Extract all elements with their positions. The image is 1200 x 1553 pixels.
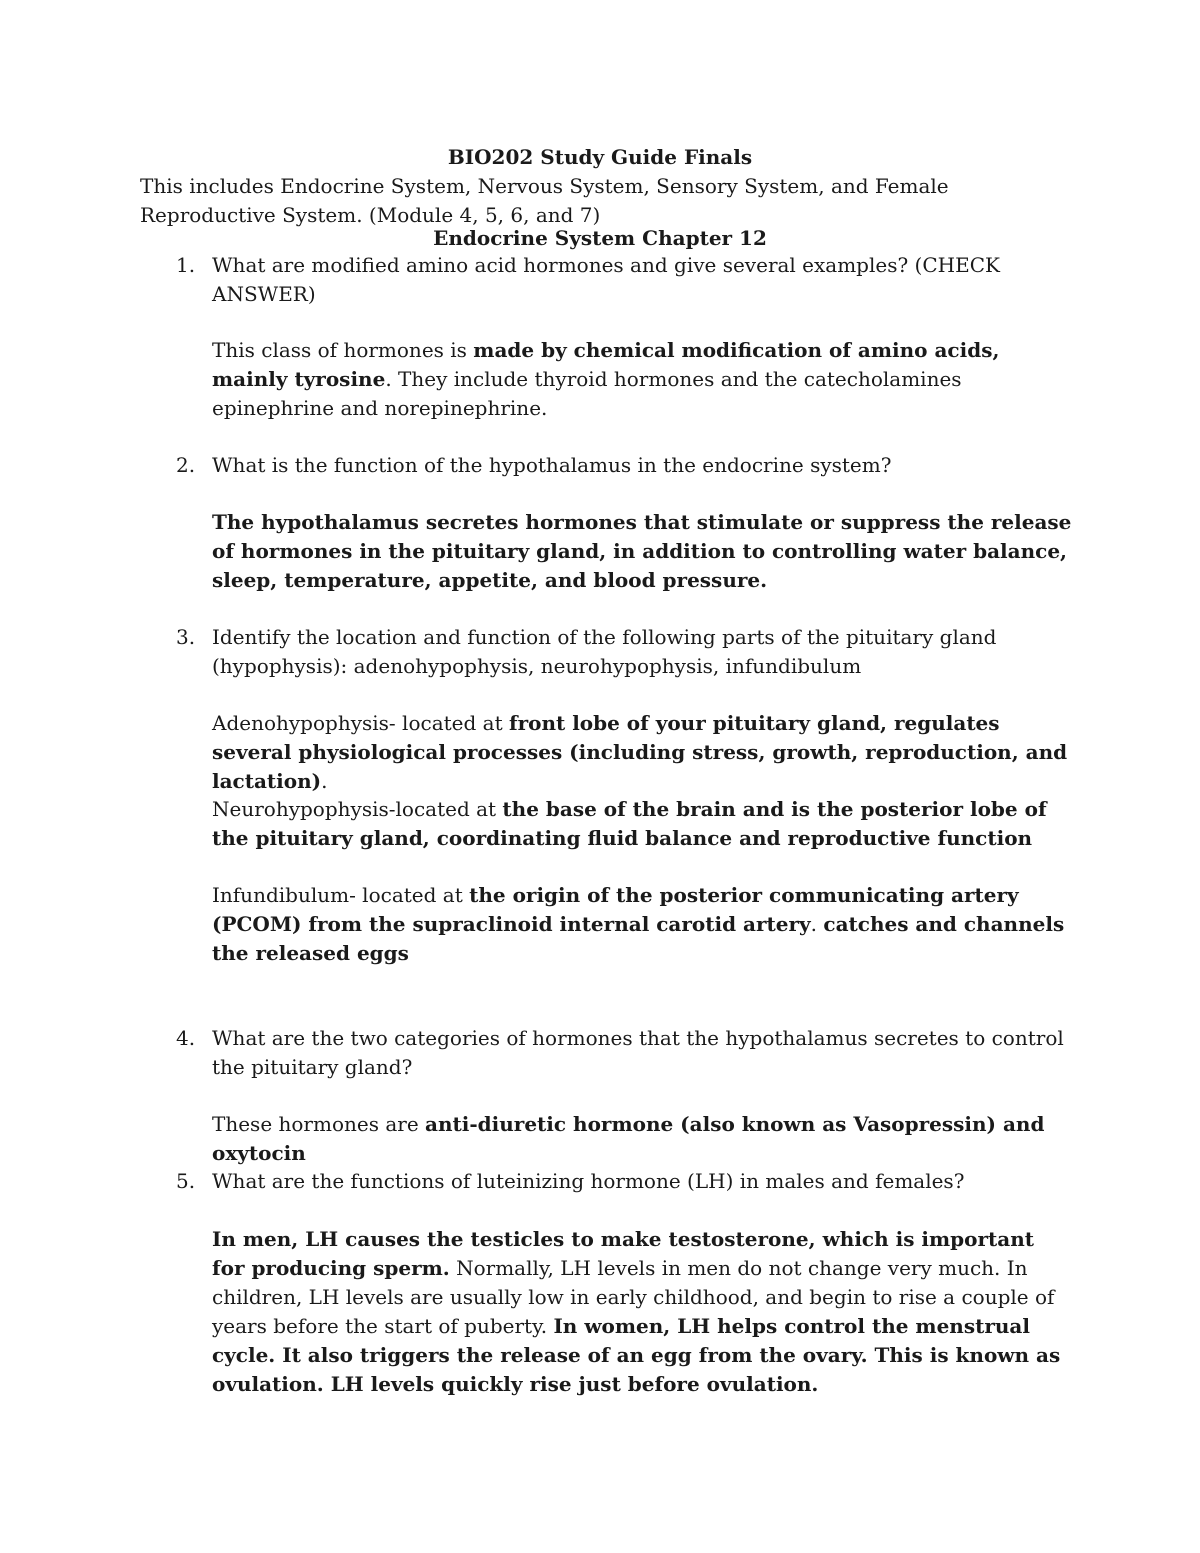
text-run: Neurohypophysis-located at bbox=[212, 797, 503, 821]
text-run: . bbox=[321, 769, 328, 793]
text-run: . bbox=[810, 912, 824, 936]
intro-paragraph: This includes Endocrine System, Nervous System, Sensory System, and Female Reproductive System. (Module 4, 5, 6, and 7) bbox=[140, 174, 949, 227]
answer-paragraph bbox=[212, 336, 1072, 423]
question-number: 3. bbox=[176, 625, 196, 649]
answer-paragraph bbox=[212, 1110, 1072, 1168]
question-text: What is the function of the hypothalamus in the endocrine system? bbox=[212, 453, 892, 477]
text-run: These hormones are bbox=[212, 1112, 426, 1136]
question-number: 2. bbox=[176, 453, 196, 477]
question-text: Identify the location and function of the following parts of the pituitary gland (hypophysis): adenohypophysis, neurohypophysis, infundibulum bbox=[212, 625, 997, 678]
bold-text-run: The hypothalamus secretes hormones that stimulate or suppress the release of hormones in the pituitary gland, in addition to controlling water balance, sleep, temperature, appetite, and blood pressure. bbox=[212, 510, 1072, 592]
answer-paragraph bbox=[212, 508, 1072, 595]
question-number: 5. bbox=[176, 1169, 196, 1193]
answer-paragraph bbox=[212, 881, 1072, 968]
text-run: Infundibulum- located at bbox=[212, 883, 470, 907]
question-text: What are the functions of luteinizing hormone (LH) in males and females? bbox=[212, 1169, 965, 1193]
bold-text-run: In women, LH helps control the menstrual cycle. It also triggers the release of an egg from the ovary. This is known as ovulation. LH levels quickly rise just before ovulation. bbox=[212, 1314, 1061, 1396]
bold-text-run: catches and channels the released eggs bbox=[212, 912, 1065, 965]
bold-text-run: anti-diuretic hormone (also known as Vasopressin) and oxytocin bbox=[212, 1112, 1045, 1165]
text-run: This class of hormones is bbox=[212, 338, 474, 362]
bold-text-run: front lobe of your pituitary gland, regulates several physiological processes (including stress, growth, reproduction, and lactation) bbox=[212, 711, 1068, 793]
question-number: 4. bbox=[176, 1026, 196, 1050]
answer-paragraph bbox=[212, 1225, 1072, 1399]
text-run: . They include thyroid hormones and the catecholamines epinephrine and norepinephrine. bbox=[212, 367, 962, 420]
question-text: What are the two categories of hormones that the hypothalamus secretes to control the pituitary gland? bbox=[212, 1026, 1064, 1079]
text-run: Adenohypophysis- located at bbox=[212, 711, 509, 735]
section-title: Endocrine System Chapter 12 bbox=[433, 226, 767, 250]
bold-text-run: In men, LH causes the testicles to make testosterone, which is important for producing sperm. bbox=[212, 1227, 1035, 1280]
bold-text-run: made by chemical modification of amino acids, mainly tyrosine bbox=[212, 338, 1000, 391]
bold-text-run: the base of the brain and is the posterior lobe of the pituitary gland, coordinating fluid balance and reproductive function bbox=[212, 797, 1047, 850]
bold-text-run: the origin of the posterior communicating artery (PCOM) from the supraclinoid internal carotid artery bbox=[212, 883, 1019, 936]
answer-paragraph bbox=[212, 795, 1072, 853]
document-title: BIO202 Study Guide Finals bbox=[447, 145, 753, 169]
answer-paragraph bbox=[212, 709, 1072, 796]
question-number: 1. bbox=[176, 253, 196, 277]
question-text: What are modified amino acid hormones and give several examples? (CHECK ANSWER) bbox=[212, 253, 1000, 306]
text-run: Normally, LH levels in men do not change very much. In children, LH levels are usually low in early childhood, and begin to rise a couple of years before the start of puberty. bbox=[212, 1256, 1055, 1338]
